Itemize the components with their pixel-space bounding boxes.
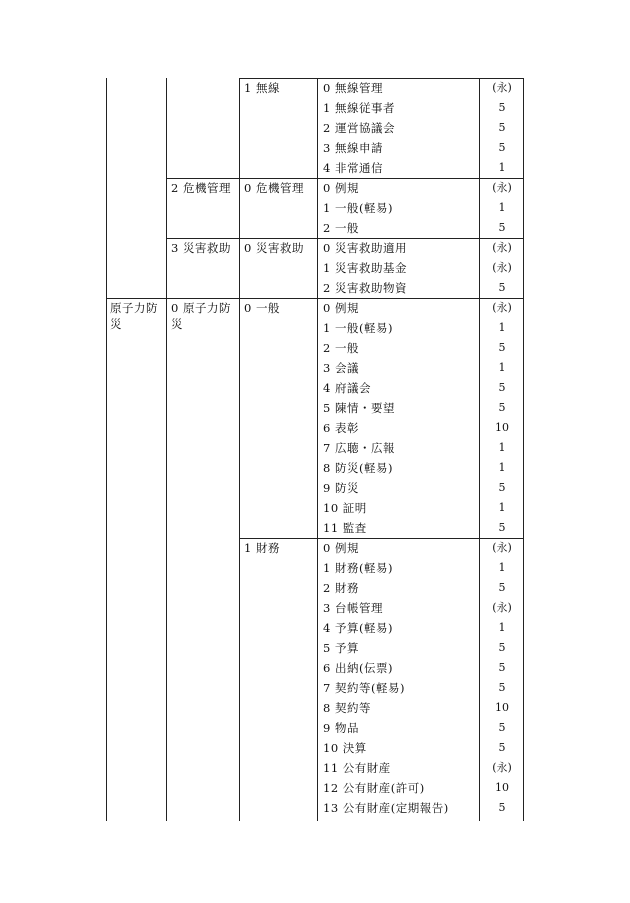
item-cell: 9 防災 bbox=[323, 481, 359, 495]
retention-period: 5 bbox=[498, 121, 506, 134]
item-cell: 7 契約等(軽易) bbox=[323, 681, 405, 695]
retention-period: (永) bbox=[492, 81, 512, 94]
item-cell: 9 物品 bbox=[323, 721, 359, 735]
item-cell: 1 一般(軽易) bbox=[323, 201, 393, 215]
item-cell: 3 無線申請 bbox=[323, 141, 383, 155]
row-border bbox=[106, 298, 524, 299]
retention-period: 5 bbox=[498, 741, 506, 754]
item-cell: 2 一般 bbox=[323, 341, 359, 355]
retention-period: 10 bbox=[495, 781, 509, 794]
retention-period: 1 bbox=[498, 201, 506, 214]
category-cell: 原子力防災 bbox=[110, 301, 158, 331]
retention-period: 5 bbox=[498, 481, 506, 494]
category-cell: 0 原子力防災 bbox=[171, 301, 231, 331]
item-cell: 0 例規 bbox=[323, 301, 359, 315]
retention-period: 5 bbox=[498, 721, 506, 734]
item-cell: 3 会議 bbox=[323, 361, 359, 375]
column-border bbox=[106, 78, 107, 821]
item-cell: 1 災害救助基金 bbox=[323, 261, 407, 275]
item-cell: 2 一般 bbox=[323, 221, 359, 235]
retention-period: (永) bbox=[492, 601, 512, 614]
retention-period: 1 bbox=[498, 441, 506, 454]
item-cell: 8 防災(軽易) bbox=[323, 461, 393, 475]
retention-period: 1 bbox=[498, 561, 506, 574]
retention-period: 5 bbox=[498, 221, 506, 234]
column-border bbox=[317, 78, 318, 821]
retention-schedule-table bbox=[106, 78, 524, 821]
item-cell: 0 無線管理 bbox=[323, 81, 383, 95]
retention-period: (永) bbox=[492, 241, 512, 254]
retention-period: 5 bbox=[498, 521, 506, 534]
category-cell: 3 災害救助 bbox=[171, 241, 231, 255]
item-cell: 2 財務 bbox=[323, 581, 359, 595]
retention-period: 5 bbox=[498, 641, 506, 654]
retention-period: 1 bbox=[498, 621, 506, 634]
item-cell: 7 広聴・広報 bbox=[323, 441, 395, 455]
category-cell: 0 危機管理 bbox=[244, 181, 304, 195]
item-cell: 6 出納(伝票) bbox=[323, 661, 393, 675]
item-cell: 10 決算 bbox=[323, 741, 367, 755]
retention-period: 5 bbox=[498, 581, 506, 594]
item-cell: 4 府議会 bbox=[323, 381, 371, 395]
item-cell: 0 例規 bbox=[323, 541, 359, 555]
retention-period: 5 bbox=[498, 281, 506, 294]
item-cell: 10 証明 bbox=[323, 501, 367, 515]
item-cell: 8 契約等 bbox=[323, 701, 371, 715]
item-cell: 0 例規 bbox=[323, 181, 359, 195]
item-cell: 4 予算(軽易) bbox=[323, 621, 393, 635]
item-cell: 11 監査 bbox=[323, 521, 367, 535]
item-cell: 0 災害救助適用 bbox=[323, 241, 407, 255]
retention-period: (永) bbox=[492, 301, 512, 314]
item-cell: 1 財務(軽易) bbox=[323, 561, 393, 575]
retention-period: 5 bbox=[498, 801, 506, 814]
retention-period: (永) bbox=[492, 261, 512, 274]
item-cell: 2 運営協議会 bbox=[323, 121, 395, 135]
retention-period: 5 bbox=[498, 141, 506, 154]
category-cell: 1 無線 bbox=[244, 81, 280, 95]
retention-period: (永) bbox=[492, 181, 512, 194]
item-cell: 11 公有財産 bbox=[323, 761, 391, 775]
retention-period: (永) bbox=[492, 541, 512, 554]
item-cell: 4 非常通信 bbox=[323, 161, 383, 175]
category-cell: 0 一般 bbox=[244, 301, 280, 315]
column-border bbox=[166, 78, 167, 821]
item-cell: 12 公有財産(許可) bbox=[323, 781, 425, 795]
retention-period: (永) bbox=[492, 761, 512, 774]
retention-period: 10 bbox=[495, 701, 509, 714]
retention-period: 1 bbox=[498, 461, 506, 474]
retention-period: 5 bbox=[498, 681, 506, 694]
retention-period: 5 bbox=[498, 341, 506, 354]
retention-period: 10 bbox=[495, 421, 509, 434]
retention-period: 1 bbox=[498, 321, 506, 334]
item-cell: 6 表彰 bbox=[323, 421, 359, 435]
item-cell: 13 公有財産(定期報告) bbox=[323, 801, 449, 815]
retention-period: 5 bbox=[498, 661, 506, 674]
item-cell: 2 災害救助物資 bbox=[323, 281, 407, 295]
item-cell: 3 台帳管理 bbox=[323, 601, 383, 615]
retention-period: 5 bbox=[498, 381, 506, 394]
category-cell: 2 危機管理 bbox=[171, 181, 231, 195]
item-cell: 5 予算 bbox=[323, 641, 359, 655]
category-cell: 1 財務 bbox=[244, 541, 280, 555]
item-cell: 1 無線従事者 bbox=[323, 101, 395, 115]
retention-period: 5 bbox=[498, 401, 506, 414]
retention-period: 5 bbox=[498, 101, 506, 114]
column-border bbox=[239, 78, 240, 821]
category-cell: 0 災害救助 bbox=[244, 241, 304, 255]
item-cell: 5 陳情・要望 bbox=[323, 401, 395, 415]
item-cell: 1 一般(軽易) bbox=[323, 321, 393, 335]
retention-period: 1 bbox=[498, 501, 506, 514]
retention-period: 1 bbox=[498, 361, 506, 374]
retention-period: 1 bbox=[498, 161, 506, 174]
